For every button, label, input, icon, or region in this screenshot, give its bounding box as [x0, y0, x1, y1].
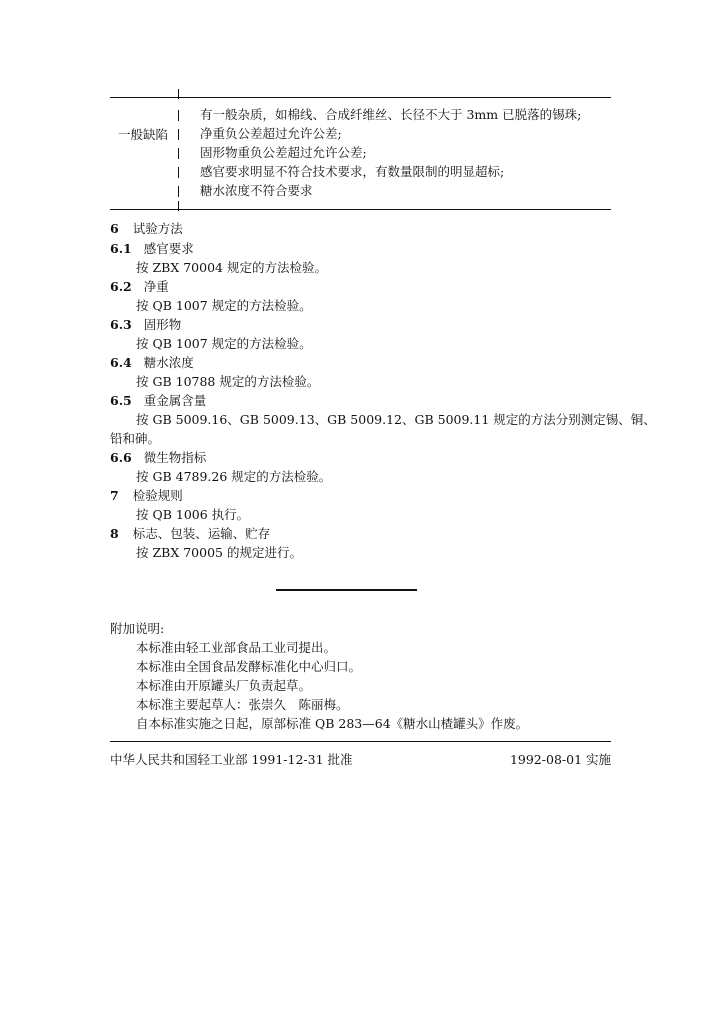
- table-bottom-rule: [110, 209, 611, 210]
- section-number: 6.4: [110, 355, 132, 370]
- section-title: 糖水浓度: [143, 355, 194, 370]
- section-number: 6.3: [110, 317, 132, 332]
- end-rule: [276, 589, 417, 591]
- section-body: 按 GB 5009.16、GB 5009.13、GB 5009.12、GB 5009.11 规定的方法分别测定锡、铜、: [136, 412, 656, 427]
- defect-item: 有一般杂质，如棉线、合成纤维丝、长径不大于 3mm 已脱落的锡珠;: [200, 107, 582, 122]
- section-title: 重金属含量: [143, 393, 207, 408]
- appendix-line: 本标准由全国食品发酵标准化中心归口。: [136, 659, 362, 674]
- section-body: 按 ZBX 70005 的规定进行。: [136, 545, 302, 560]
- section-title: 检验规则: [132, 488, 183, 503]
- defect-item: 糖水浓度不符合要求: [200, 183, 313, 198]
- section-title: 标志、包装、运输、贮存: [132, 526, 271, 541]
- section-body-continued: 铅和砷。: [110, 431, 161, 446]
- section-body: 按 ZBX 70004 规定的方法检验。: [136, 260, 327, 275]
- appendix-title: 附加说明:: [110, 621, 165, 636]
- section-body: 按 QB 1006 执行。: [136, 507, 250, 522]
- section-number: 8: [110, 526, 119, 541]
- appendix-line: 本标准主要起草人：张崇久 陈丽梅。: [136, 697, 349, 712]
- section-body: 按 GB 10788 规定的方法检验。: [136, 374, 320, 389]
- appendix-line: 本标准由开原罐头厂负责起草。: [136, 678, 312, 693]
- section-body: 按 QB 1007 规定的方法检验。: [136, 298, 312, 313]
- section-title: 微生物指标: [143, 450, 207, 465]
- section-number: 6.1: [110, 241, 132, 256]
- section-title: 净重: [143, 279, 169, 294]
- section-number: 6.2: [110, 279, 132, 294]
- appendix-line: 本标准由轻工业部食品工业司提出。: [136, 640, 337, 655]
- section-title: 固形物: [143, 317, 182, 332]
- section-title: 试验方法: [132, 221, 183, 236]
- section-number: 6.6: [110, 450, 132, 465]
- defect-item: 净重负公差超过允许公差;: [200, 126, 342, 141]
- section-number: 7: [110, 488, 119, 503]
- section-number: 6.5: [110, 393, 132, 408]
- defect-item: 固形物重负公差超过允许公差;: [200, 145, 367, 160]
- footer-approval: 中华人民共和国轻工业部 1991-12-31 批准: [110, 752, 353, 767]
- footer-rule: [110, 741, 611, 742]
- section-number: 6: [110, 221, 119, 236]
- defect-category: 一般缺陷: [118, 127, 169, 142]
- table-top-rule: [110, 97, 611, 98]
- section-body: 按 GB 4789.26 规定的方法检验。: [136, 469, 332, 484]
- appendix-line: 自本标准实施之日起，原部标准 QB 283—64《糖水山楂罐头》作废。: [136, 716, 529, 731]
- section-title: 感官要求: [143, 241, 194, 256]
- defect-item: 感官要求明显不符合技术要求，有数量限制的明显超标;: [200, 164, 505, 179]
- section-body: 按 QB 1007 规定的方法检验。: [136, 336, 312, 351]
- footer-effective: 1992-08-01 实施: [509, 752, 611, 767]
